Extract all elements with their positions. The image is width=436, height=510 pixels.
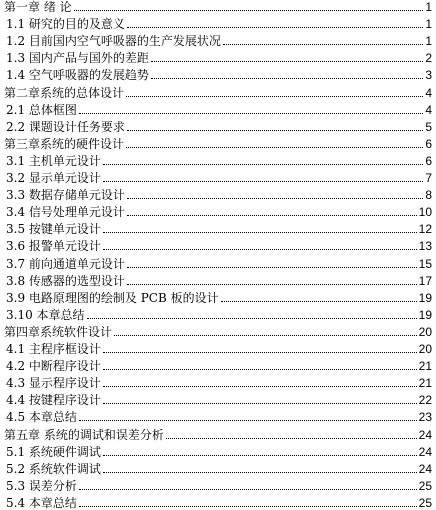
toc-page-number: 4 xyxy=(425,85,432,100)
toc-page-number: 8 xyxy=(425,188,432,203)
toc-section-entry[interactable] xyxy=(6,389,432,407)
toc-page-number: 20 xyxy=(418,342,432,356)
toc-page-number: 4 xyxy=(425,102,432,117)
toc-dot-leader xyxy=(127,27,423,28)
toc-section-entry[interactable] xyxy=(6,30,432,48)
toc-entry-title: 3.3 数据存储单元设计 xyxy=(6,188,125,203)
toc-entry-title: 3.7 前向通道单元设计 xyxy=(6,256,125,271)
toc-page-number: 2 xyxy=(425,51,432,66)
toc-entry-title: 1.4 空气呼吸器的发展趋势 xyxy=(6,68,149,83)
toc-entry-title: 3.2 显示单元设计 xyxy=(6,171,101,185)
toc-section-entry[interactable] xyxy=(6,492,432,510)
toc-section-entry[interactable] xyxy=(6,355,432,373)
toc-dot-leader xyxy=(126,96,423,97)
toc-section-entry[interactable] xyxy=(6,458,432,476)
toc-section-entry[interactable] xyxy=(6,253,432,271)
toc-dot-leader xyxy=(127,267,417,268)
toc-dot-leader xyxy=(166,438,417,439)
toc-dot-leader xyxy=(126,147,423,148)
toc-entry-title: 4.1 主程序框设计 xyxy=(6,342,101,356)
toc-section-entry[interactable] xyxy=(6,475,432,493)
toc-dot-leader xyxy=(103,403,417,404)
toc-entry-title: 3.5 按键单元设计 xyxy=(6,222,101,237)
toc-dot-leader xyxy=(221,301,417,302)
toc-page-number: 24 xyxy=(418,444,432,459)
toc-dot-leader xyxy=(79,420,417,421)
toc-dot-leader xyxy=(103,472,417,473)
toc-entry-title: 5.2 系统软件调试 xyxy=(6,461,101,476)
toc-entry-title: 4.2 中断程序设计 xyxy=(6,359,101,374)
toc-chapter-entry[interactable] xyxy=(4,0,432,14)
toc-entry-title: 3.1 主机单元设计 xyxy=(6,153,101,168)
toc-dot-leader xyxy=(127,284,417,285)
toc-entry-title: 3.8 传感器的选型设计 xyxy=(6,273,125,288)
toc-dot-leader xyxy=(87,318,417,319)
toc-dot-leader xyxy=(103,455,417,456)
toc-entry-title: 3.9 电路原理图的绘制及 PCB 板的设计 xyxy=(6,290,219,305)
toc-chapter-entry[interactable] xyxy=(4,424,432,442)
toc-page-number: 12 xyxy=(418,222,432,237)
toc-page-number: 21 xyxy=(418,376,432,391)
toc-dot-leader xyxy=(151,61,423,62)
toc-page-number: 24 xyxy=(418,461,432,476)
toc-entry-title: 3.4 信号处理单元设计 xyxy=(6,205,125,220)
toc-page-number: 19 xyxy=(418,307,432,322)
toc-entry-title: 4.5 本章总结 xyxy=(6,410,77,425)
toc-section-entry[interactable] xyxy=(6,406,432,424)
toc-entry-title: 第三章系统的硬件设计 xyxy=(4,136,125,151)
toc-page-number: 1 xyxy=(425,34,432,49)
toc-entry-title: 1.1 研究的目的及意义 xyxy=(6,17,125,32)
toc-entry-title: 4.4 按键程序设计 xyxy=(6,393,101,408)
toc-dot-leader xyxy=(103,164,423,165)
toc-dot-leader xyxy=(103,386,417,387)
toc-page-number: 13 xyxy=(418,239,432,254)
toc-dot-leader xyxy=(79,506,417,507)
toc-entry-title: 1.2 目前国内空气呼吸器的生产发展状况 xyxy=(6,34,221,49)
toc-page-number: 20 xyxy=(418,324,432,339)
toc-entry-title: 2.2 课题设计任务要求 xyxy=(6,119,125,134)
toc-section-entry[interactable] xyxy=(6,441,432,459)
toc-section-entry[interactable] xyxy=(6,218,432,236)
toc-section-entry[interactable] xyxy=(6,99,432,117)
toc-dot-leader xyxy=(103,181,423,182)
toc-chapter-entry[interactable] xyxy=(4,133,432,151)
toc-section-entry[interactable] xyxy=(6,287,432,305)
toc-entry-title: 第一章 绪 论 xyxy=(4,0,72,14)
toc-entry-title: 第二章系统的总体设计 xyxy=(4,85,125,100)
toc-entry-title: 5.4 本章总结 xyxy=(6,495,77,510)
toc-section-entry[interactable] xyxy=(6,270,432,288)
toc-page-number: 10 xyxy=(418,205,432,220)
toc-entry-title: 1.3 国内产品与国外的差距 xyxy=(6,51,149,66)
toc-entry-title: 3.10 本章总结 xyxy=(6,307,85,322)
toc-page-number: 19 xyxy=(418,290,432,305)
toc-section-entry[interactable] xyxy=(6,184,432,202)
toc-dot-leader xyxy=(103,249,417,250)
toc-dot-leader xyxy=(114,335,417,336)
toc-section-entry[interactable] xyxy=(6,201,432,219)
toc-dot-leader xyxy=(103,352,417,353)
toc-page-number: 25 xyxy=(418,495,432,510)
toc-page-number: 6 xyxy=(425,136,432,151)
toc-page-number: 22 xyxy=(418,393,432,408)
toc-entry-title: 5.1 系统硬件调试 xyxy=(6,444,101,459)
toc-page-number: 15 xyxy=(418,256,432,271)
toc-entry-title: 第五章 系统的调试和误差分析 xyxy=(4,427,164,442)
toc-dot-leader xyxy=(127,130,423,131)
toc-page-number: 3 xyxy=(425,68,432,83)
toc-section-entry[interactable] xyxy=(6,116,432,134)
toc-dot-leader xyxy=(103,232,417,233)
toc-dot-leader xyxy=(223,44,423,45)
toc-page-number: 7 xyxy=(425,171,432,185)
toc-section-entry[interactable] xyxy=(6,235,432,253)
toc-entry-title: 4.3 显示程序设计 xyxy=(6,376,101,391)
toc-section-entry[interactable] xyxy=(6,64,432,82)
toc-section-entry[interactable] xyxy=(6,47,432,65)
toc-page-number: 1 xyxy=(425,17,432,32)
toc-page-number: 24 xyxy=(418,427,432,442)
toc-dot-leader xyxy=(127,198,423,199)
toc-dot-leader xyxy=(79,489,417,490)
toc-page-number: 25 xyxy=(418,478,432,493)
toc-section-entry[interactable] xyxy=(6,338,432,356)
toc-section-entry[interactable] xyxy=(6,150,432,168)
toc-section-entry[interactable] xyxy=(6,167,432,185)
toc-entry-title: 5.3 误差分析 xyxy=(6,478,77,493)
toc-section-entry[interactable] xyxy=(6,304,432,322)
toc-dot-leader xyxy=(151,78,423,79)
toc-entry-title: 第四章系统软件设计 xyxy=(4,324,113,339)
toc-dot-leader xyxy=(103,369,417,370)
toc-dot-leader xyxy=(127,215,417,216)
toc-entry-title: 3.6 报警单元设计 xyxy=(6,239,101,254)
toc-chapter-entry[interactable] xyxy=(4,82,432,100)
toc-section-entry[interactable] xyxy=(6,372,432,390)
toc-entry-title: 2.1 总体框图 xyxy=(6,102,77,117)
toc-page-number: 6 xyxy=(425,153,432,168)
toc-dot-leader xyxy=(74,10,424,11)
toc-page-number: 21 xyxy=(418,359,432,374)
toc-dot-leader xyxy=(79,113,423,114)
toc-page-number: 23 xyxy=(418,410,432,425)
toc-page-number: 1 xyxy=(425,0,432,14)
toc-chapter-entry[interactable] xyxy=(4,321,432,339)
toc-page-number: 5 xyxy=(425,119,432,134)
toc-page-number: 17 xyxy=(418,273,432,288)
toc-section-entry[interactable] xyxy=(6,13,432,31)
